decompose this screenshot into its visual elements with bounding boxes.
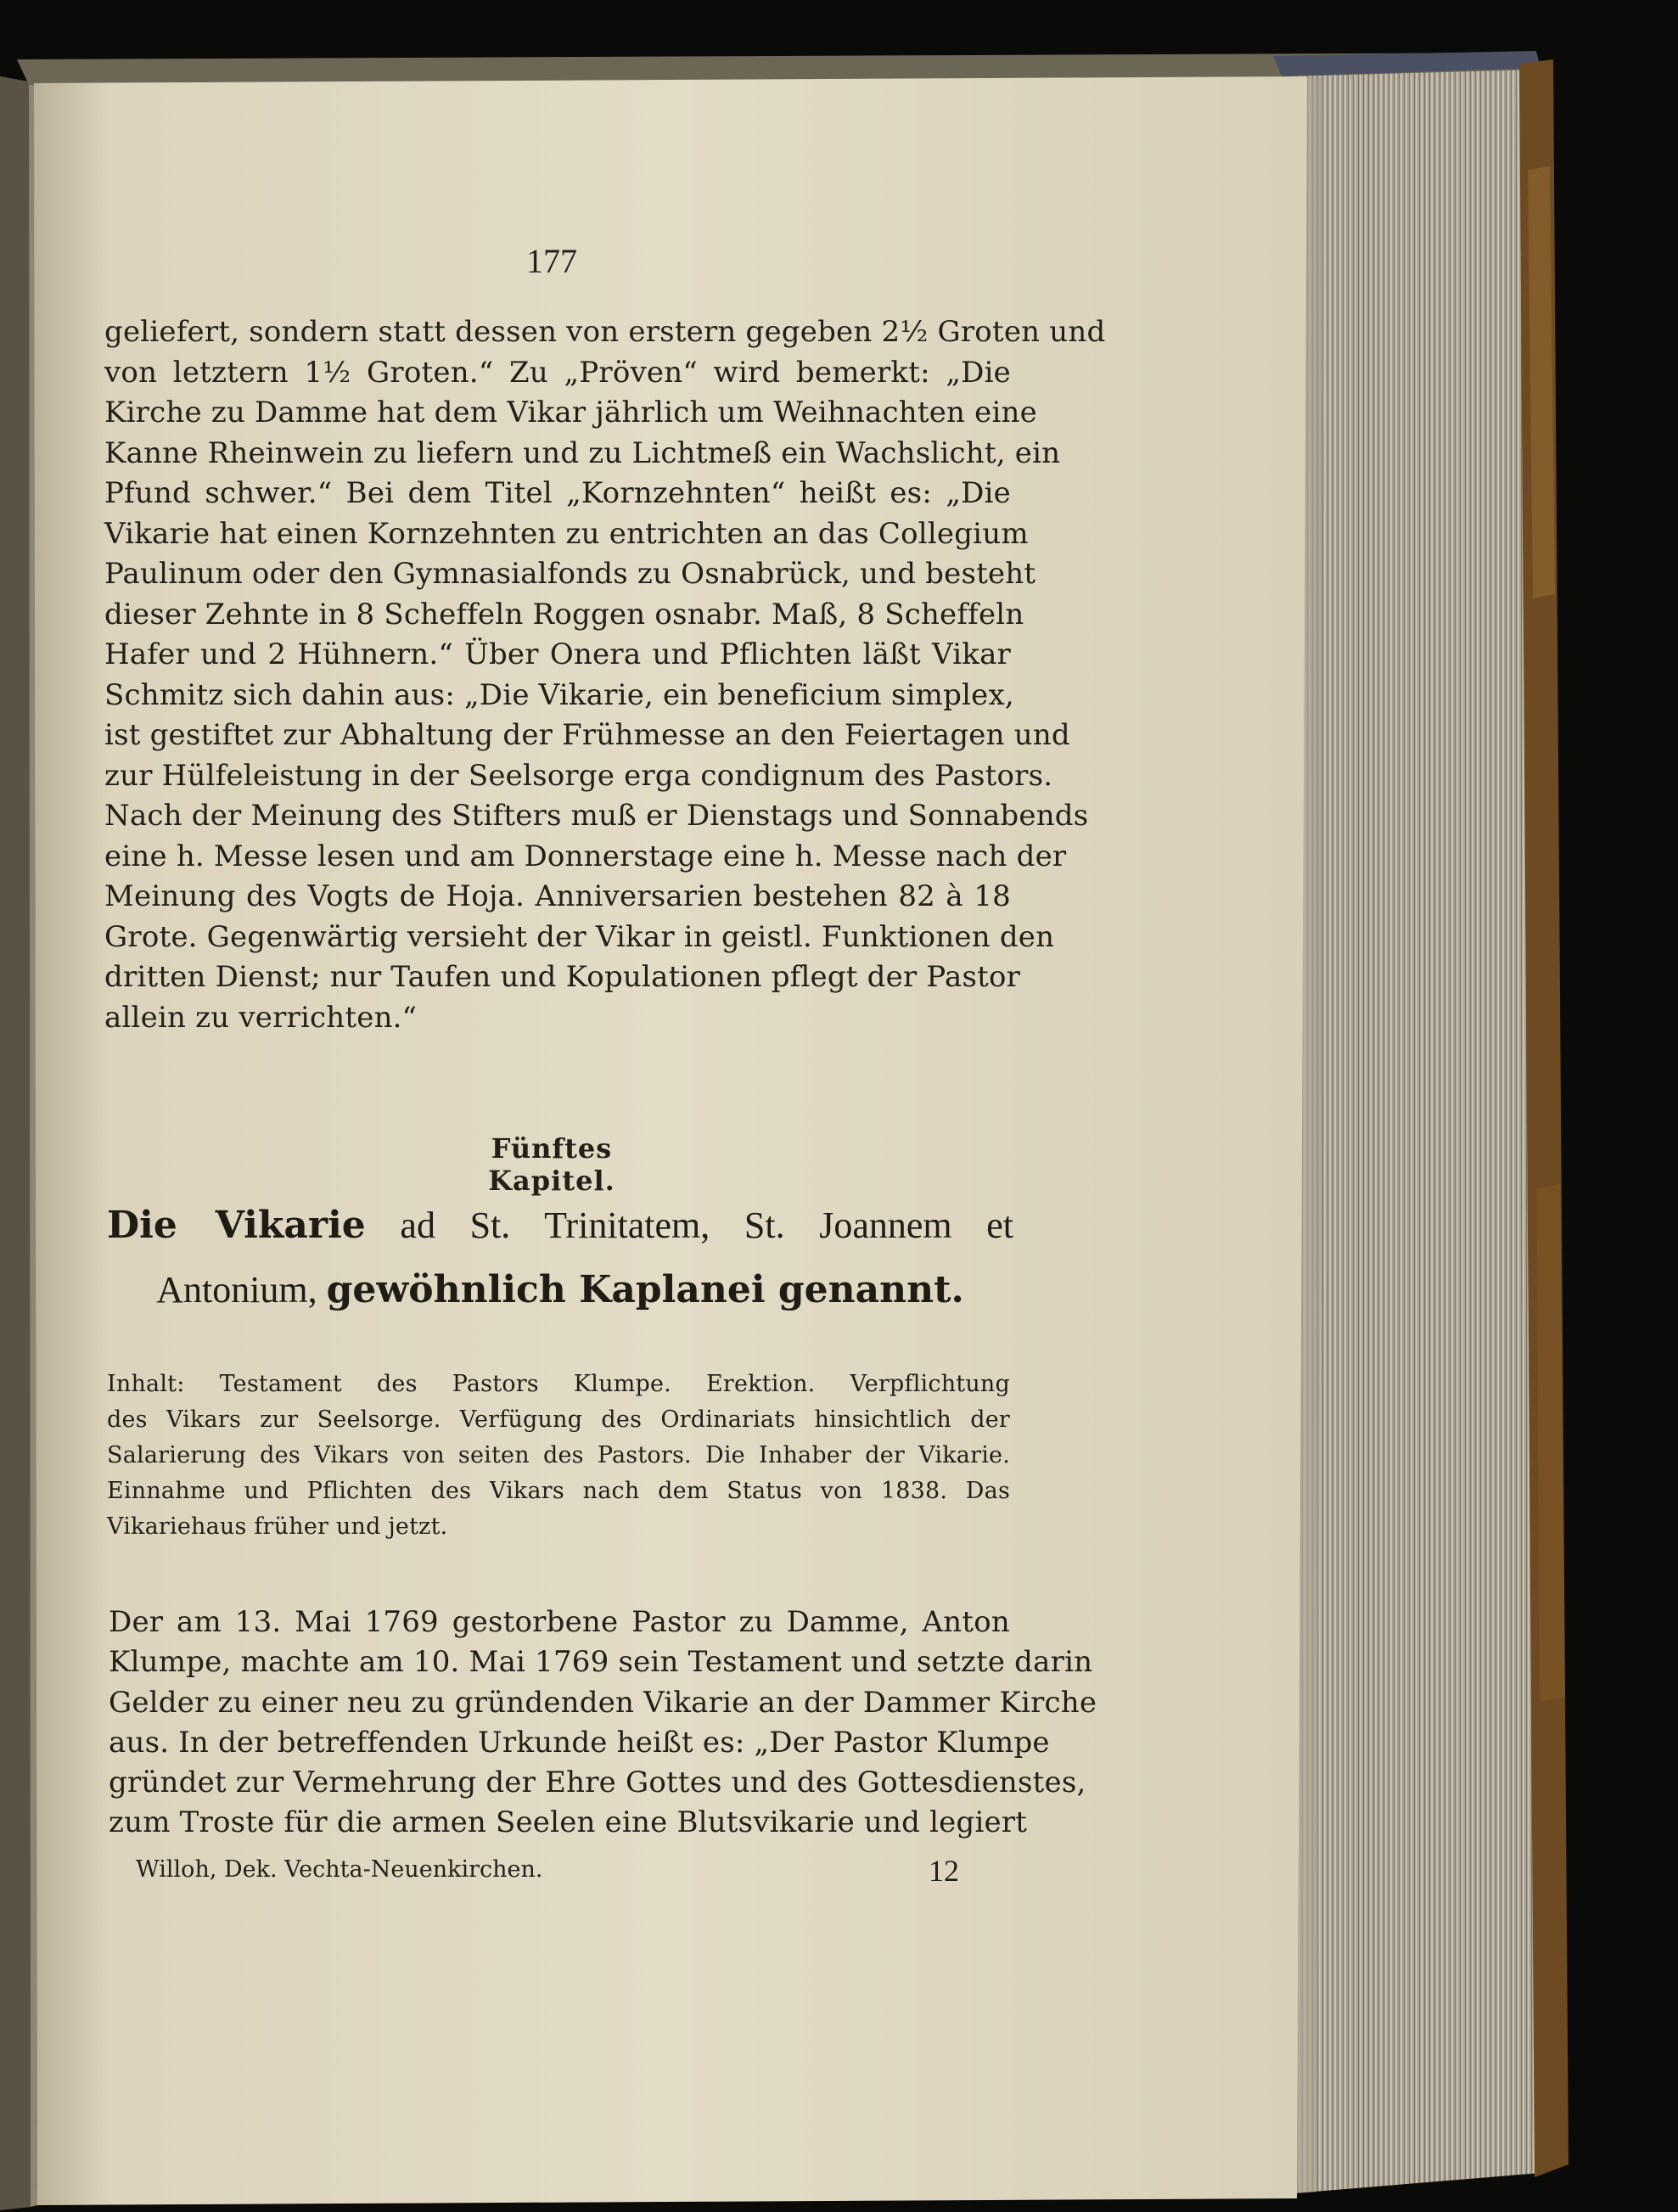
summary-line: Vikariehaus früher und jetzt. — [107, 1513, 448, 1540]
text-line: von letztern 1½ Groten.“ Zu „Pröven“ wird bemerkt: „Die — [104, 355, 1011, 390]
text-line: geliefert, sondern statt dessen von erstern gegeben 2½ Groten und — [104, 315, 1106, 349]
heading-roman-part: ad St. Trinitatem, St. Joannem et — [400, 1204, 1014, 1246]
text-line: Kirche zu Damme hat dem Vikar jährlich um Weihnachten eine — [104, 396, 1037, 429]
chapter-summary — [107, 1367, 1010, 1545]
paragraph-continuation — [104, 312, 1106, 1038]
text-line: ist gestiftet zur Abhaltung der Frühmesse an den Feiertagen und — [104, 718, 1070, 752]
footer-source: Willoh, Dek. Vechta-Neuenkirchen. — [136, 1856, 543, 1883]
text-line: zum Troste für die armen Seelen eine Blutsvikarie und legiert — [109, 1805, 1028, 1840]
summary-line: Einnahme und Pflichten des Vikars nach dem Status von 1838. Das — [107, 1478, 1010, 1504]
page-footer — [136, 1854, 959, 1888]
page-number: 177 — [526, 242, 577, 280]
heading-blackletter-part: Die Vikarie — [107, 1204, 366, 1247]
text-line: Schmitz sich dahin aus: „Die Vikarie, ein beneficium simplex, — [104, 677, 1014, 712]
text-line: Grote. Gegenwärtig versieht der Vikar in geistl. Funktionen den — [104, 919, 1055, 954]
summary-line: Salarierung des Vikars von seiten des Pastors. Die Inhaber der Vikarie. — [107, 1442, 1010, 1468]
text-line: Vikarie hat einen Kornzehnten zu entrichten an das Collegium — [104, 516, 1029, 551]
summary-line: Inhalt: Testament des Pastors Klumpe. Erektion. Verpflichtung — [107, 1371, 1010, 1397]
text-line: eine h. Messe lesen und am Donnerstage eine h. Messe nach der — [104, 839, 1067, 873]
text-line: Der am 13. Mai 1769 gestorbene Pastor zu Damme, Anton — [109, 1605, 1010, 1639]
text-line: dieser Zehnte in 8 Scheffeln Roggen osnabr. Maß, 8 Scheffeln — [104, 597, 1024, 632]
heading-roman-part-2: Antonium, — [156, 1269, 317, 1311]
chapter-heading-line-1 — [107, 1204, 1013, 1247]
text-line: dritten Dienst; nur Taufen und Kopulationen pflegt der Pastor — [104, 960, 1021, 994]
summary-line: des Vikars zur Seelsorge. Verfügung des Ordinariats hinsichtlich der — [107, 1406, 1010, 1433]
text-line: Pfund schwer.“ Bei dem Titel „Kornzehnten“ heißt es: „Die — [104, 476, 1011, 510]
text-line: Nach der Meinung des Stifters muß er Dienstags und Sonnabends — [104, 799, 1089, 833]
text-line: Kanne Rheinwein zu liefern und zu Lichtmeß ein Wachslicht, ein — [104, 435, 1061, 470]
chapter-heading-line-2 — [107, 1268, 1013, 1311]
text-line: aus. In der betreffenden Urkunde heißt es: „Der Pastor Klumpe — [109, 1725, 1050, 1760]
heading-blackletter-part-2: gewöhnlich Kaplanei genannt. — [326, 1268, 964, 1311]
text-line: zur Hülfeleistung in der Seelsorge erga condignum des Pastors. — [104, 758, 1053, 793]
text-line: gründet zur Vermehrung der Ehre Gottes und des Gottesdienstes, — [109, 1766, 1086, 1800]
paragraph-body — [109, 1603, 1097, 1844]
text-line: Meinung des Vogts de Hoja. Anniversarien bestehen 82 à 18 — [104, 879, 1011, 913]
text-line: Gelder zu einer neu zu gründenden Vikarie an der Dammer Kirche — [109, 1685, 1097, 1720]
chapter-label: Fünftes Kapitel. — [488, 1132, 615, 1197]
text-line: Klumpe, machte am 10. Mai 1769 sein Testament und setzte darin — [109, 1645, 1093, 1680]
text-line: allein zu verrichten.“ — [104, 1000, 418, 1035]
text-line: Hafer und 2 Hühnern.“ Über Onera und Pflichten läßt Vikar — [104, 637, 1011, 671]
signature-mark: 12 — [929, 1854, 959, 1888]
text-line: Paulinum oder den Gymnasialfonds zu Osnabrück, und besteht — [104, 557, 1036, 591]
